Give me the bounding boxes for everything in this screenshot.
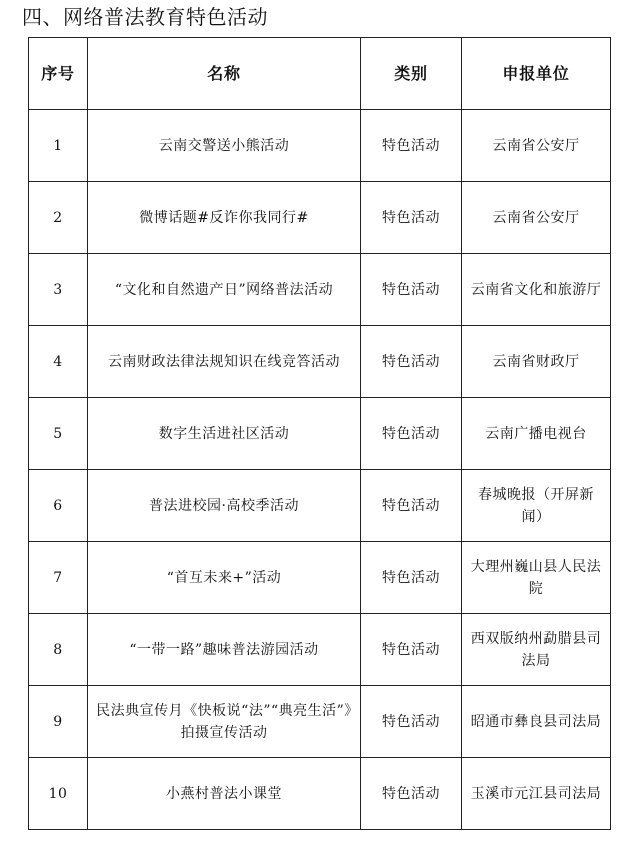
table-row [29, 614, 611, 686]
header-name: 名称 [88, 38, 361, 110]
cell-name: 云南交警送小熊活动 [88, 110, 361, 182]
cell-category: 特色活动 [361, 110, 462, 182]
section-title: 四、网络普法教育特色活动 [22, 5, 268, 29]
cell-category: 特色活动 [361, 254, 462, 326]
cell-declaring-unit: 云南省公安厅 [462, 110, 611, 182]
header-declaring-unit: 申报单位 [462, 38, 611, 110]
table-header-row [29, 38, 611, 110]
cell-category: 特色活动 [361, 398, 462, 470]
cell-category: 特色活动 [361, 686, 462, 758]
cell-serial-number: 2 [29, 182, 88, 254]
cell-serial-number: 6 [29, 470, 88, 542]
cell-category: 特色活动 [361, 542, 462, 614]
header-serial-number: 序号 [29, 38, 88, 110]
cell-name: 数字生活进社区活动 [88, 398, 361, 470]
cell-declaring-unit: 云南广播电视台 [462, 398, 611, 470]
cell-declaring-unit: 云南省公安厅 [462, 182, 611, 254]
cell-category: 特色活动 [361, 614, 462, 686]
activity-table [28, 37, 611, 830]
table-row [29, 182, 611, 254]
table-row [29, 110, 611, 182]
cell-name: 普法进校园·高校季活动 [88, 470, 361, 542]
cell-name: “一带一路”趣味普法游园活动 [88, 614, 361, 686]
cell-name: 微博话题#反诈你我同行# [88, 182, 361, 254]
cell-name: 民法典宣传月《快板说“法”“典亮生活”》拍摄宣传活动 [88, 686, 361, 758]
cell-serial-number: 3 [29, 254, 88, 326]
table-row [29, 758, 611, 830]
cell-serial-number: 1 [29, 110, 88, 182]
cell-serial-number: 10 [29, 758, 88, 830]
cell-declaring-unit: 昭通市彝良县司法局 [462, 686, 611, 758]
table-row [29, 542, 611, 614]
table-row [29, 254, 611, 326]
cell-serial-number: 8 [29, 614, 88, 686]
cell-serial-number: 4 [29, 326, 88, 398]
table-row [29, 470, 611, 542]
cell-declaring-unit: 玉溪市元江县司法局 [462, 758, 611, 830]
cell-name: “文化和自然遗产日”网络普法活动 [88, 254, 361, 326]
cell-category: 特色活动 [361, 182, 462, 254]
cell-name: 云南财政法律法规知识在线竞答活动 [88, 326, 361, 398]
table-row [29, 398, 611, 470]
table-row [29, 686, 611, 758]
cell-name: “首互未来+”活动 [88, 542, 361, 614]
cell-declaring-unit: 云南省财政厅 [462, 326, 611, 398]
header-category: 类别 [361, 38, 462, 110]
cell-serial-number: 7 [29, 542, 88, 614]
cell-declaring-unit: 大理州巍山县人民法院 [462, 542, 611, 614]
cell-category: 特色活动 [361, 326, 462, 398]
table-row [29, 326, 611, 398]
cell-declaring-unit: 春城晚报（开屏新闻） [462, 470, 611, 542]
cell-category: 特色活动 [361, 758, 462, 830]
cell-category: 特色活动 [361, 470, 462, 542]
cell-serial-number: 9 [29, 686, 88, 758]
cell-serial-number: 5 [29, 398, 88, 470]
cell-declaring-unit: 西双版纳州勐腊县司法局 [462, 614, 611, 686]
cell-declaring-unit: 云南省文化和旅游厅 [462, 254, 611, 326]
cell-name: 小燕村普法小课堂 [88, 758, 361, 830]
